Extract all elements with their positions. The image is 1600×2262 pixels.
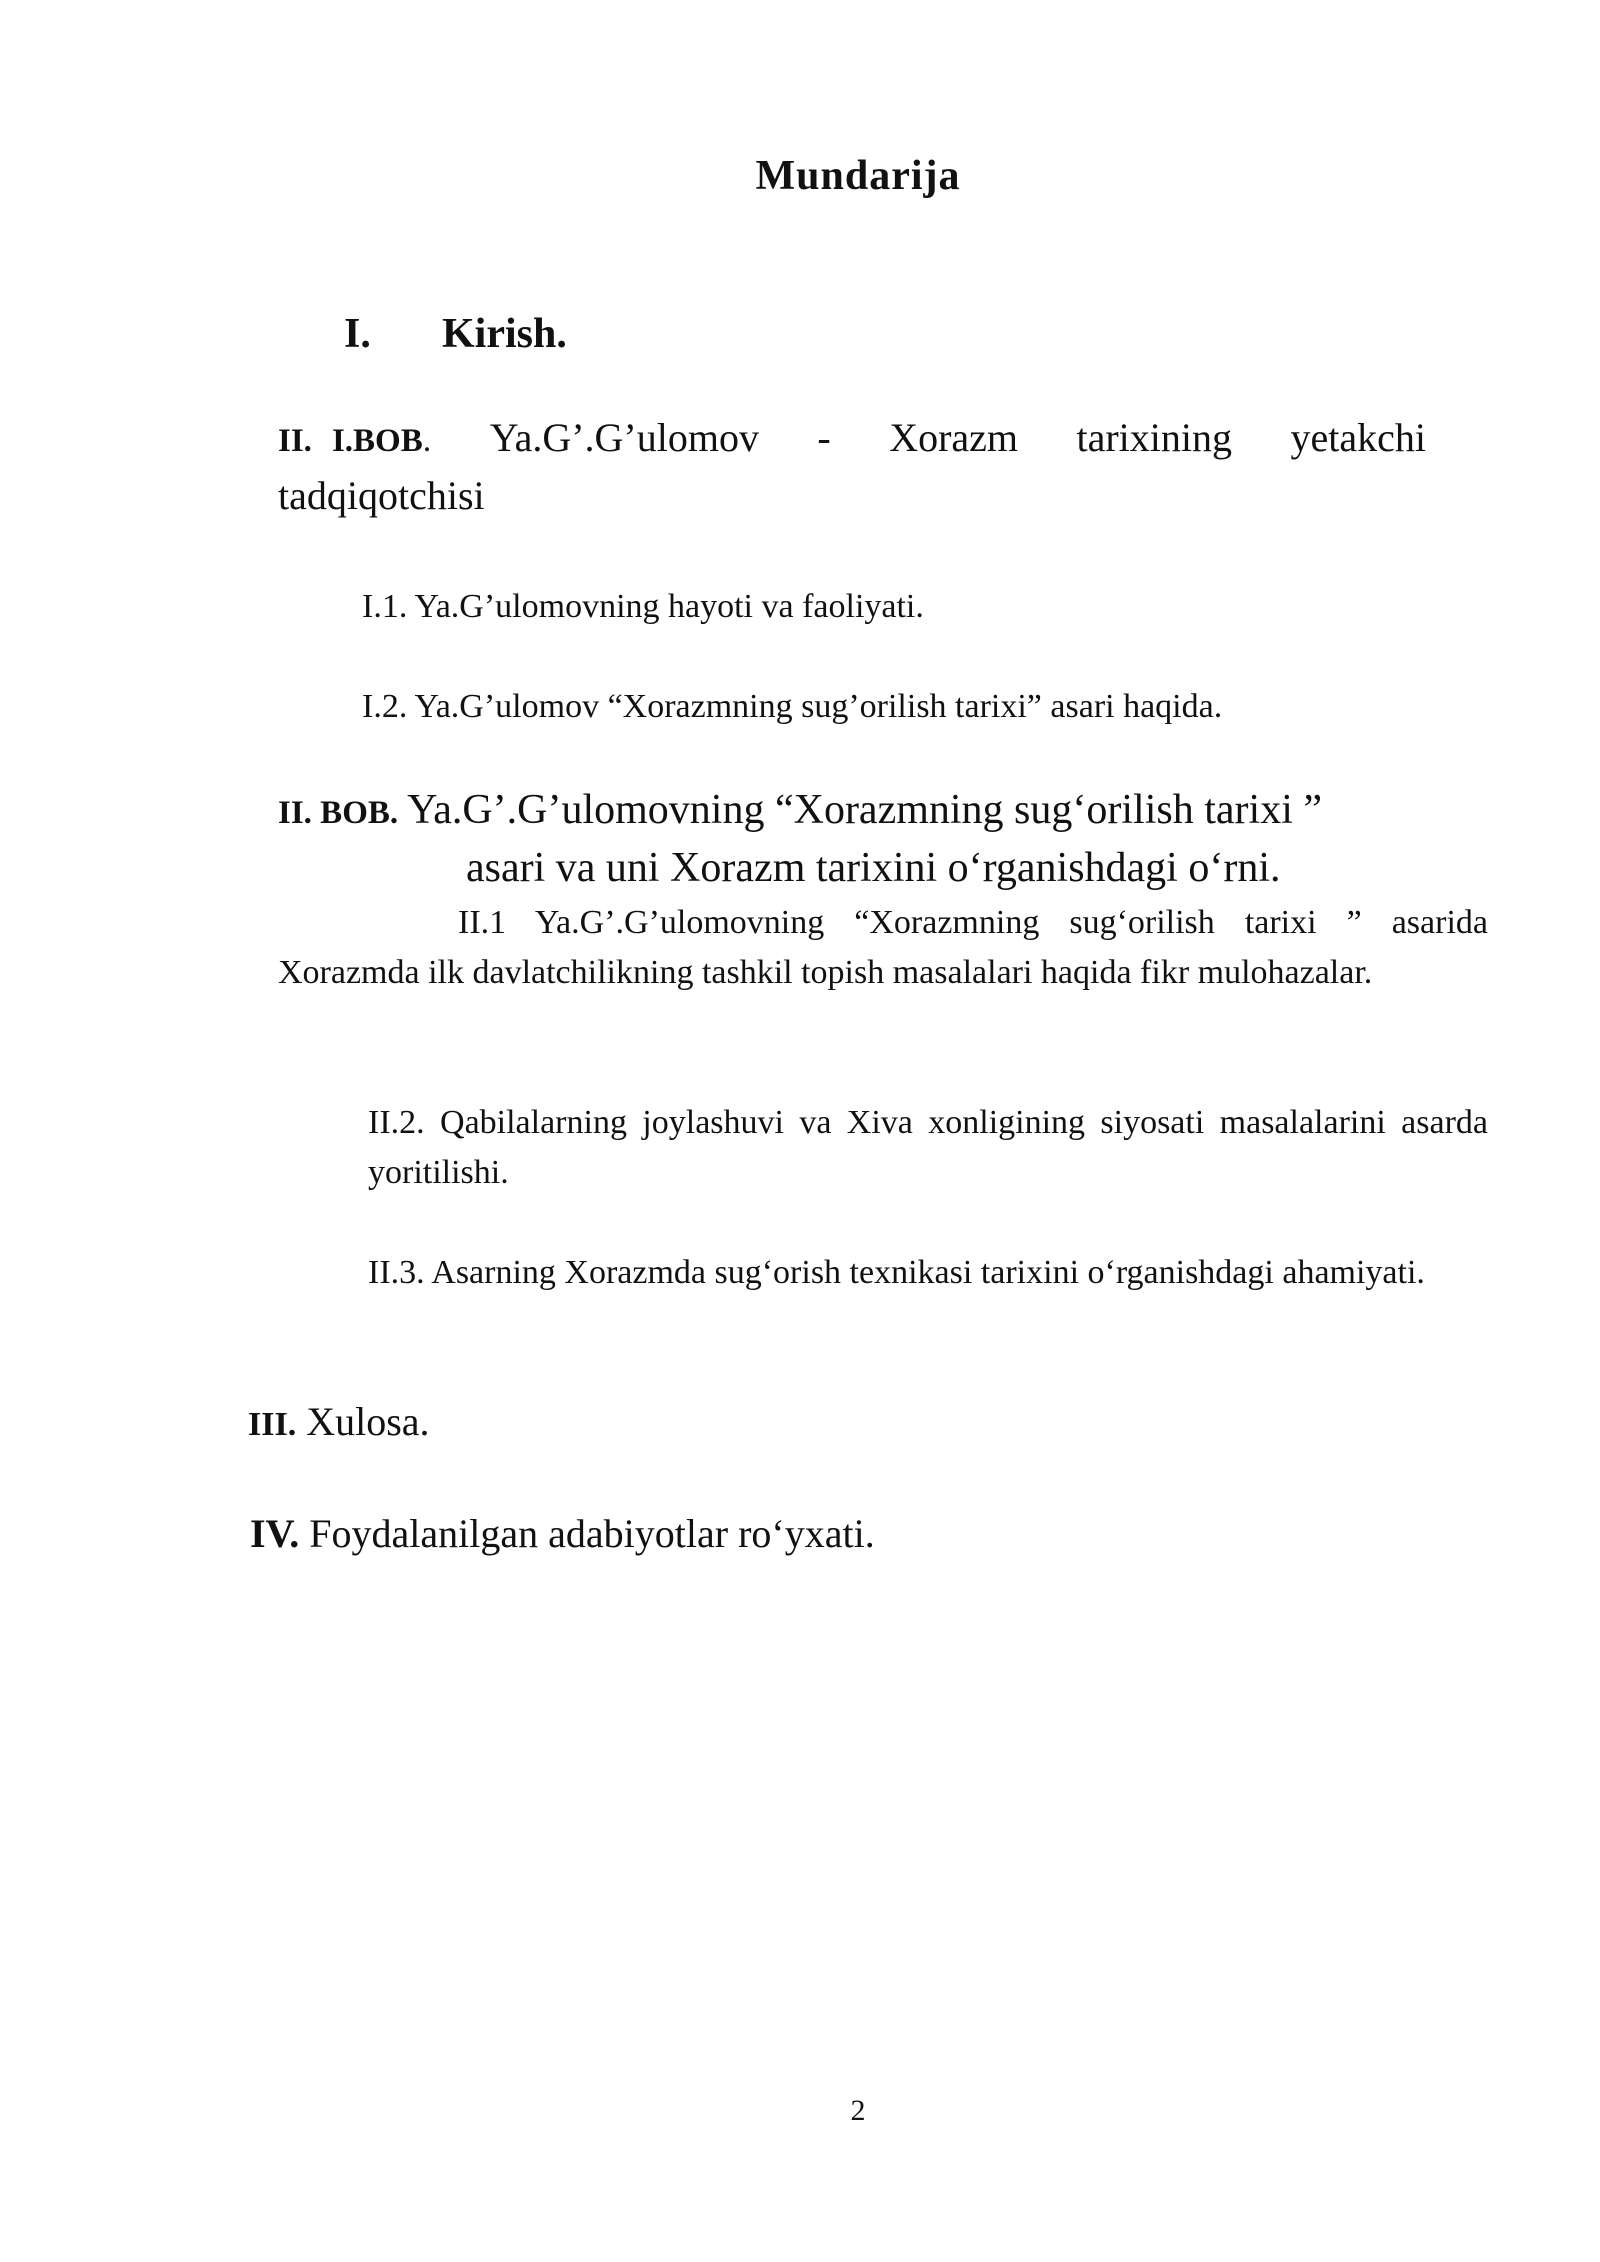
heading-word: yetakchi bbox=[1290, 415, 1426, 460]
toc-chapter-2-heading-cont: asari va uni Xorazm tarixini o‘rganishdagi o‘rni. bbox=[466, 845, 1281, 891]
toc-section-2-2: II.2. Qabilalarning joylashuvi va Xiva xonligining siyosati masalalarini asarda yoritilishi. bbox=[368, 1104, 1488, 1191]
page-title: Mundarija bbox=[755, 153, 961, 199]
toc-entry-label: Kirish. bbox=[442, 311, 567, 357]
toc-entry-number: IV. bbox=[250, 1511, 300, 1556]
heading-word: tarixining bbox=[1076, 415, 1233, 460]
heading-text: Ya.G’.G’ulomovning “Xorazmning sug‘orilish tarixi ” bbox=[398, 787, 1323, 833]
toc-entry-label: Foydalanilgan adabiyotlar ro‘yxati. bbox=[299, 1511, 875, 1556]
chapter-tag-dot: . bbox=[422, 422, 432, 459]
toc-entry-number: III. bbox=[248, 1406, 297, 1443]
toc-entry-conclusion bbox=[248, 1398, 430, 1445]
toc-entry-number: I. bbox=[344, 311, 371, 357]
chapter-tag: II. BOB. bbox=[278, 795, 399, 831]
heading-word: Xorazm bbox=[889, 415, 1019, 460]
toc-section-1-1: I.1. Ya.G’ulomovning hayoti va faoliyati. bbox=[362, 588, 924, 625]
heading-word: Ya.G’.G’ulomov bbox=[489, 415, 759, 460]
toc-entry-intro bbox=[344, 310, 567, 358]
toc-chapter-1-heading-cont: tadqiqotchisi bbox=[278, 473, 485, 518]
toc-entry-number: II. bbox=[278, 423, 312, 459]
toc-section-2-1: II.1 Ya.G’.G’ulomovning “Xorazmning sug‘orilish tarixi ” asarida Xorazmda ilk davlatchilikning tashkil topish masalalari haqida fikr mulohazalar. bbox=[278, 904, 1488, 991]
chapter-tag: I.BOB bbox=[331, 423, 423, 459]
toc-entry-references bbox=[250, 1510, 875, 1557]
toc-entry-label: Xulosa. bbox=[296, 1399, 430, 1444]
heading-word: - bbox=[817, 415, 831, 460]
page-number: 2 bbox=[850, 2094, 866, 2127]
toc-chapter-1-heading bbox=[278, 414, 1426, 461]
toc-section-2-3: II.3. Asarning Xorazmda sug‘orish texnikasi tarixini o‘rganishdagi ahamiyati. bbox=[368, 1254, 1425, 1291]
toc-chapter-2-heading bbox=[278, 786, 1322, 834]
toc-section-1-2: I.2. Ya.G’ulomov “Xorazmning sug’orilish tarixi” asari haqida. bbox=[362, 688, 1223, 725]
